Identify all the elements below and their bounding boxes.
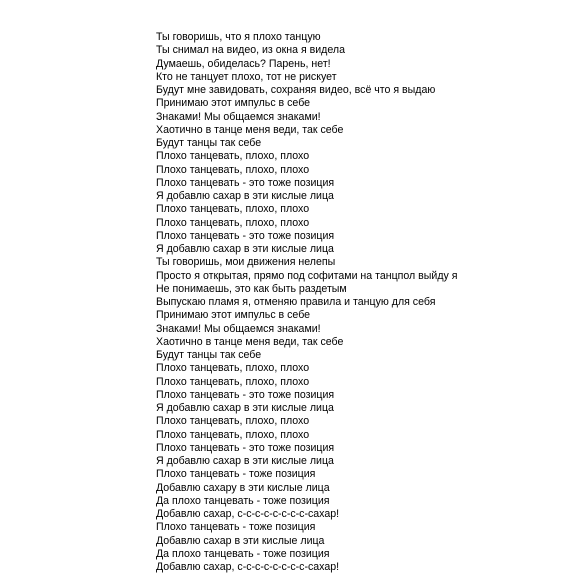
lyric-line: Ты снимал на видео, из окна я видела — [156, 44, 345, 57]
lyric-line: Будут мне завидовать, сохраняя видео, всё что я выдаю — [156, 84, 436, 96]
lyric-line: Плохо танцевать, плохо, плохо — [156, 163, 310, 176]
lyric-line: Плохо танцевать - это тоже позиция — [156, 176, 335, 189]
lyric-line: Знаками! Мы общаемся знаками! — [156, 322, 321, 335]
lyric-line: Просто я открытая, прямо под софитами на танцпол выйду я — [156, 269, 458, 282]
lyric-line: Плохо танцевать - тоже позиция — [156, 521, 316, 534]
lyric-line: Ты говоришь, что я плохо танцую — [156, 31, 321, 43]
lyric-line: Плохо танцевать, плохо, плохо — [156, 428, 310, 441]
lyric-line: Плохо танцевать - это тоже позиция — [156, 388, 335, 401]
lyric-line: Знаками! Мы общаемся знаками! — [156, 110, 321, 123]
lyric-line: Будут танцы так себе — [156, 349, 262, 361]
lyric-line: Принимаю этот импульс в себе — [156, 309, 311, 322]
lyric-line: Принимаю этот импульс в себе — [156, 97, 311, 110]
lyric-line: Плохо танцевать, плохо, плохо — [156, 362, 310, 375]
lyric-line: Будут танцы так себе — [156, 137, 262, 149]
lyric-line: Добавлю сахар, с-с-с-с-с-с-с-с-сахар! — [156, 508, 340, 520]
lyric-line: Плохо танцевать, плохо, плохо — [156, 150, 310, 163]
lyric-line: Плохо танцевать, плохо, плохо — [156, 216, 310, 229]
lyric-line: Плохо танцевать - это тоже позиция — [156, 441, 335, 454]
lyric-line: Хаотично в танце меня веди, так себе — [156, 123, 344, 136]
lyrics-text-block — [156, 31, 576, 574]
lyric-line: Плохо танцевать, плохо, плохо — [156, 375, 310, 388]
lyric-line: Кто не танцует плохо, тот не рискует — [156, 70, 337, 83]
lyric-line: Плохо танцевать - тоже позиция — [156, 468, 316, 481]
lyric-line: Хаотично в танце меня веди, так себе — [156, 335, 344, 348]
lyric-line: Выпускаю пламя я, отменяю правила и танцую для себя — [156, 296, 436, 308]
lyric-line: Да плохо танцевать - тоже позиция — [156, 494, 330, 507]
lyric-line: Ты говоришь, мои движения нелепы — [156, 256, 336, 269]
lyric-line: Я добавлю сахар в эти кислые лица — [156, 455, 334, 467]
lyric-line: Добавлю сахару в эти кислые лица — [156, 481, 330, 494]
lyric-line: Плохо танцевать - это тоже позиция — [156, 229, 335, 242]
lyric-line: Да плохо танцевать - тоже позиция — [156, 547, 330, 560]
lyric-line: Не понимаешь, это как быть раздетым — [156, 282, 347, 295]
lyric-line: Добавлю сахар в эти кислые лица — [156, 534, 325, 547]
lyric-line: Я добавлю сахар в эти кислые лица — [156, 243, 334, 255]
lyric-line: Думаешь, обиделась? Парень, нет! — [156, 57, 331, 70]
lyric-line: Я добавлю сахар в эти кислые лица — [156, 402, 334, 414]
lyric-line: Плохо танцевать, плохо, плохо — [156, 203, 310, 216]
lyric-line: Плохо танцевать, плохо, плохо — [156, 415, 310, 428]
lyric-line: Я добавлю сахар в эти кислые лица — [156, 190, 334, 202]
lyric-line: Добавлю сахар, с-с-с-с-с-с-с-с-сахар! — [156, 561, 340, 573]
